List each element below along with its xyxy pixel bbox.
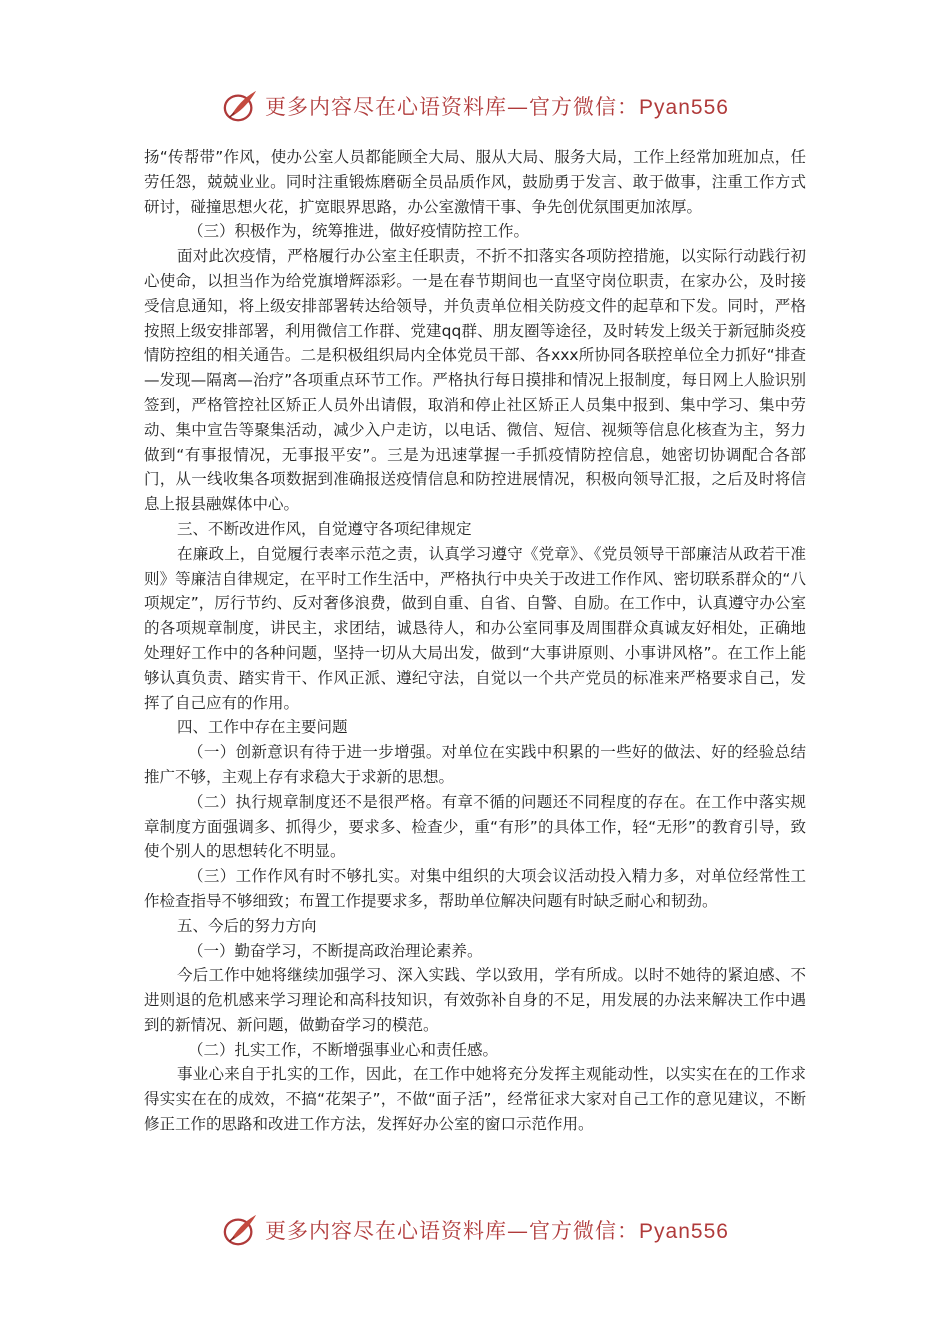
quill-pen-logo-icon (221, 1212, 259, 1248)
banner-text (265, 91, 729, 121)
banner-slogan: 更多内容尽在心语资料库—官方微信： (265, 95, 640, 119)
wechat-id: Pyan556 (639, 96, 729, 119)
paragraph: （三）工作作风有时不够扎实。对集中组织的大项会议活动投入精力多，对单位经常性工作检查指导不够细致；布置工作提要求多，帮助单位解决问题有时缺乏耐心和韧劲。 (144, 867, 806, 910)
paragraph: 面对此次疫情，严格履行办公室主任职责，不折不扣落实各项防控措施，以实际行动践行初心使命，以担当作为给党旗增辉添彩。一是在春节期间也一直坚守岗位职责，在家办公，及时接受信息通知，将上级安排部署转达给领导，并负责单位相关防疫文件的起草和下发。同时，严格按照上级安排部署，利用微信工作群、党建qq群、朋友圈等途径，及时转发上级关于新冠肺炎疫情防控组的相关通告。二是积极组织局内全体党员干部、各xxx所协同各联控单位全力抓好“排查—发现—隔离—治疗”各项重点环节工作。严格执行每日摸排和情况上报制度，每日网上人脸识别签到，严格管控社区矫正人员外出请假，取消和停止社区矫正人员集中报到、集中学习、集中劳动、集中宣告等聚集活动，减少入户走访，以电话、微信、短信、视频等信息化核查为主，努力做到“有事报情况，无事报平安”。三是为迅速掌握一手抓疫情防控信息，她密切协调配合各部门，从一线收集各项数据到准确报送疫情信息和防控进展情况，积极向领导汇报，之后及时将信息上报县融媒体中心。 (144, 247, 806, 514)
wechat-id: Pyan556 (639, 1220, 729, 1243)
quill-pen-logo-icon (221, 88, 259, 124)
subsection-heading: （二）扎实工作，不断增强事业心和责任感。 (188, 1040, 499, 1059)
section-heading: 五、今后的努力方向 (177, 916, 317, 935)
document-body (144, 145, 806, 1137)
paragraph: （一）创新意识有待于进一步增强。对单位在实践中积累的一些好的做法、好的经验总结推广不够，主观上存有求稳大于求新的思想。 (144, 743, 806, 786)
paragraph: 今后工作中她将继续加强学习、深入实践、学以致用，学有所成。以时不她待的紧迫感、不进则退的危机感来学习理论和高科技知识，有效弥补自身的不足，用发展的办法来解决工作中遇到的新情况、新问题，做勤奋学习的模范。 (144, 966, 806, 1034)
subsection-heading: （三）积极作为，统筹推进，做好疫情防控工作。 (188, 222, 530, 241)
section-heading: 四、工作中存在主要问题 (177, 718, 348, 737)
paragraph: （二）执行规章制度还不是很严格。有章不循的问题还不同程度的存在。在工作中落实规章制度方面强调多、抓得少，要求多、检查少，重“有形”的具体工作，轻“无形”的教育引导，致使个别人的思想转化不明显。 (144, 792, 806, 861)
paragraph: 扬“传帮带”作风，使办公室人员都能顾全大局、服从大局、服务大局，工作上经常加班加点，任劳任怨，兢兢业业。同时注重锻炼磨砺全员品质作风，鼓励勇于发言、敢于做事，注重工作方式研讨，碰撞思想火花，扩宽眼界思路，办公室激情干事、争先创优氛围更加浓厚。 (144, 148, 806, 216)
banner-text (265, 1215, 729, 1245)
paragraph: 在廉政上，自觉履行表率示范之责，认真学习遵守《党章》、《党员领导干部廉洁从政若干准则》等廉洁自律规定，在平时工作生活中，严格执行中央关于改进工作作风、密切联系群众的“八项规定”，厉行节约、反对奢侈浪费，做到自重、自省、自警、自励。在工作中，认真遵守办公室的各项规章制度，讲民主，求团结，诚恳待人，和办公室同事及周围群众真诚友好相处，正确地处理好工作中的各种问题，坚持一切从大局出发，做到“大事讲原则、小事讲风格”。在工作上能够认真负责、踏实肯干、作风正派、遵纪守法，自觉以一个共产党员的标准来严格要求自己，发挥了自己应有的作用。 (144, 544, 806, 712)
section-heading: 三、不断改进作风，自觉遵守各项纪律规定 (177, 519, 472, 538)
banner-slogan: 更多内容尽在心语资料库—官方微信： (265, 1219, 640, 1243)
subsection-heading: （一）勤奋学习，不断提高政治理论素养。 (188, 941, 483, 960)
paragraph: 事业心来自于扎实的工作，因此，在工作中她将充分发挥主观能动性，以实实在在的工作求得实实在在的成效，不搞“花架子”，不做“面子活”，经常征求大家对自己工作的意见建议，不断修正工作的思路和改进工作方法，发挥好办公室的窗口示范作用。 (144, 1065, 806, 1134)
footer-banner (0, 1210, 950, 1250)
header-banner (0, 86, 950, 126)
